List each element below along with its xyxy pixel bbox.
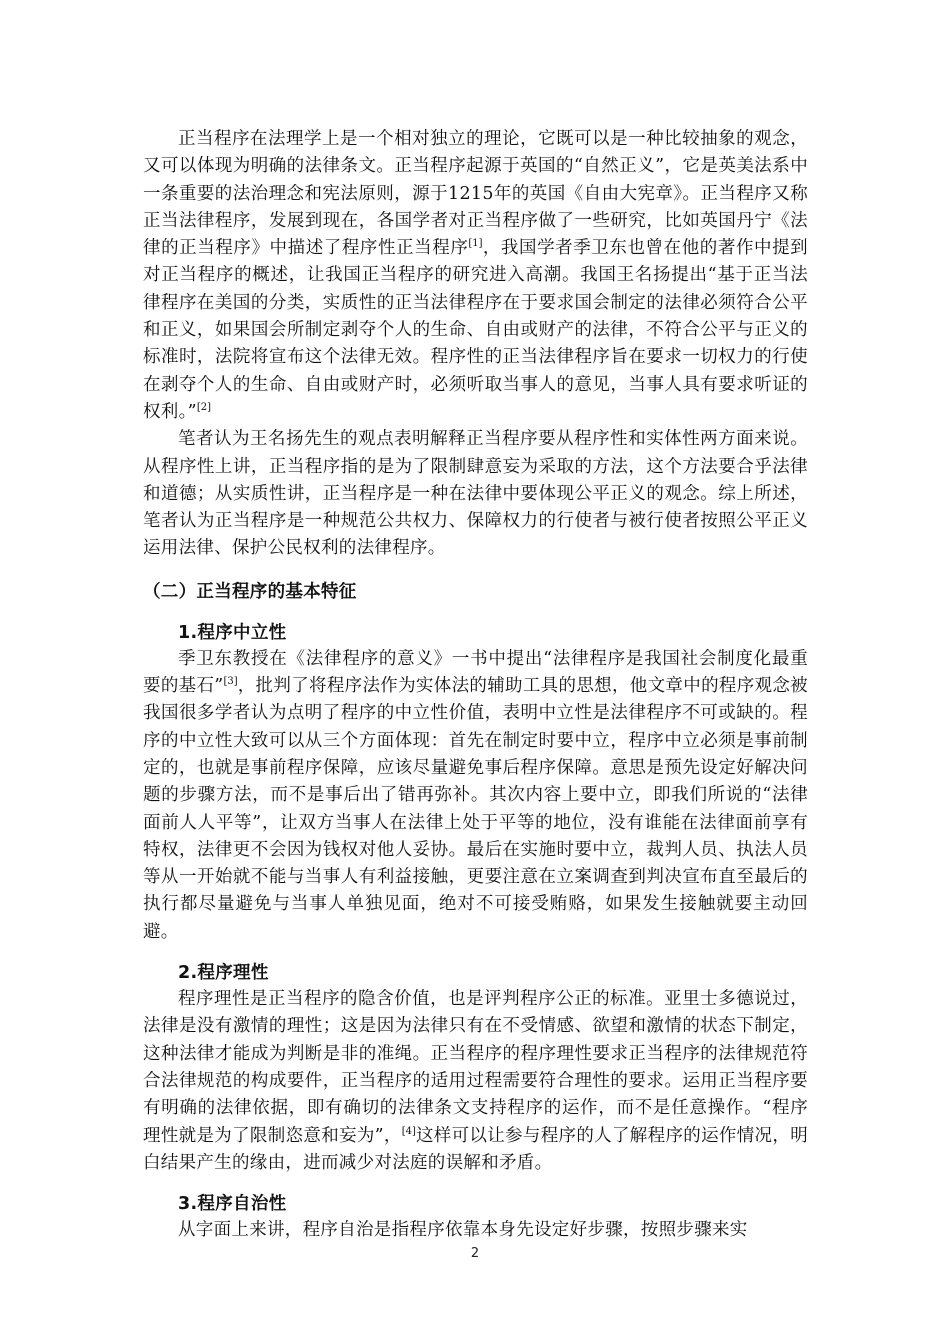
paragraph-text: 程序理性是正当程序的隐含价值，也是评判程序公正的标准。亚里士多德说过，法律是没有激情的理性；这是因为法律只有在不受情感、欲望和激情的状态下制定，这种法律才能成为判断是非的准绳。正当程序的程序理性要求正当程序的法律规范符合法律规范的构成要件，正当程序的适用过程需要符合理性的要求。运用正当程序要有明确的法律依据，即有确切的法律条文支持程序的运作，而不是任意操作。“程序理性就是为了限制恣意和妄为”， <box>143 989 808 1146</box>
paragraph-autonomy: 从字面上来讲，程序自治是指程序依靠本身先设定好步骤，按照步骤来实 <box>178 1220 748 1241</box>
paragraph-text: 季卫东教授在《法律程序的意义》一书中提出“法律程序是我国社会制度化最重要的基石” <box>143 648 808 697</box>
citation-ref: [3] <box>223 676 238 688</box>
citation-ref: [4] <box>401 1125 416 1137</box>
paragraph-rationality <box>143 986 808 1177</box>
subheading-autonomy: 3.程序自治性 <box>178 1194 287 1215</box>
citation-ref: [2] <box>196 402 212 414</box>
subheading-rationality: 2.程序理性 <box>178 963 269 984</box>
subheading-neutrality: 1.程序中立性 <box>178 622 287 643</box>
paragraph-due-process-theory <box>143 126 808 426</box>
paragraph-text: ，批判了将程序法作为实体法的辅助工具的思想，他文章中的程序观念被我国很多学者认为点明了程序的中立性价值，表明中立性是法律程序不可或缺的。程序的中立性大致可以从三个方面体现：首先在制定时要中立，程序中立必须是事前制定的，也就是事前程序保障，应该尽量避免事后程序保障。意思是预先设定好解决问题的步骤方法，而不是事后出了错再弥补。其次内容上要中立，即我们所说的“法律面前人人平等”，让双方当事人在法律上处于平等的地位，没有谁能在法律面前享有特权，法律更不会因为钱权对他人妥协。最后在实施时要中立，裁判人员、执法人员等从一开始就不能与当事人有利益接触，更要注意在立案调查到判决宣布直至最后的执行都尽量避免与当事人单独见面，绝对不可接受贿赂，如果发生接触就要主动回避。 <box>143 676 808 942</box>
paragraph-author-view: 笔者认为王名扬先生的观点表明解释正当程序要从程序性和实体性两方面来说。从程序性上讲，正当程序指的是为了限制肆意妄为采取的方法，这个方法要合乎法律和道德；从实质性讲，正当程序是一种在法律中要体现公平正义的观念。综上所述，笔者认为正当程序是一种规范公共权力、保障权力的行使者与被行使者按照公平正义运用法律、保护公民权利的法律程序。 <box>143 429 808 559</box>
paragraph-text: 正当程序在法理学上是一个相对独立的理论，它既可以是一种比较抽象的观念，又可以体现为明确的法律条文。正当程序起源于英国的“自然正义”，它是英美法系中一条重要的法治理念和宪法原则，源于1215年的英国《自由大宪章》。正当程序又称正当法律程序，发展到现在，各国学者对正当程序做了一些研究，比如英国丹宁《法律的正当程序》中描述了程序性正当程序 <box>143 129 808 259</box>
section-heading: （二）正当程序的基本特征 <box>143 581 357 602</box>
citation-ref: [1] <box>468 238 483 250</box>
paragraph-text: 这样可以让参与程序的人了解程序的运作情况，明白结果产生的缘由，进而减少对法庭的误解和矛盾。 <box>143 1125 808 1173</box>
page-number: 2 <box>470 1246 480 1261</box>
paragraph-neutrality <box>143 646 808 946</box>
paragraph-text: ，我国学者季卫东也曾在他的著作中提到对正当程序的概述，让我国正当程序的研究进入高潮。我国王名扬提出“基于正当法律程序在美国的分类，实质性的正当法律程序在于要求国会制定的法律必须符合公平和正义，如果国会所制定剥夺个人的生命、自由或财产的法律，不符合公平与正义的标准时，法院将宣布这个法律无效。程序性的正当法律程序旨在要求一切权力的行使在剥夺个人的生命、自由或财产时，必须听取当事人的意见，当事人具有要求听证的权利。” <box>143 238 808 422</box>
document-body <box>143 126 808 1244</box>
